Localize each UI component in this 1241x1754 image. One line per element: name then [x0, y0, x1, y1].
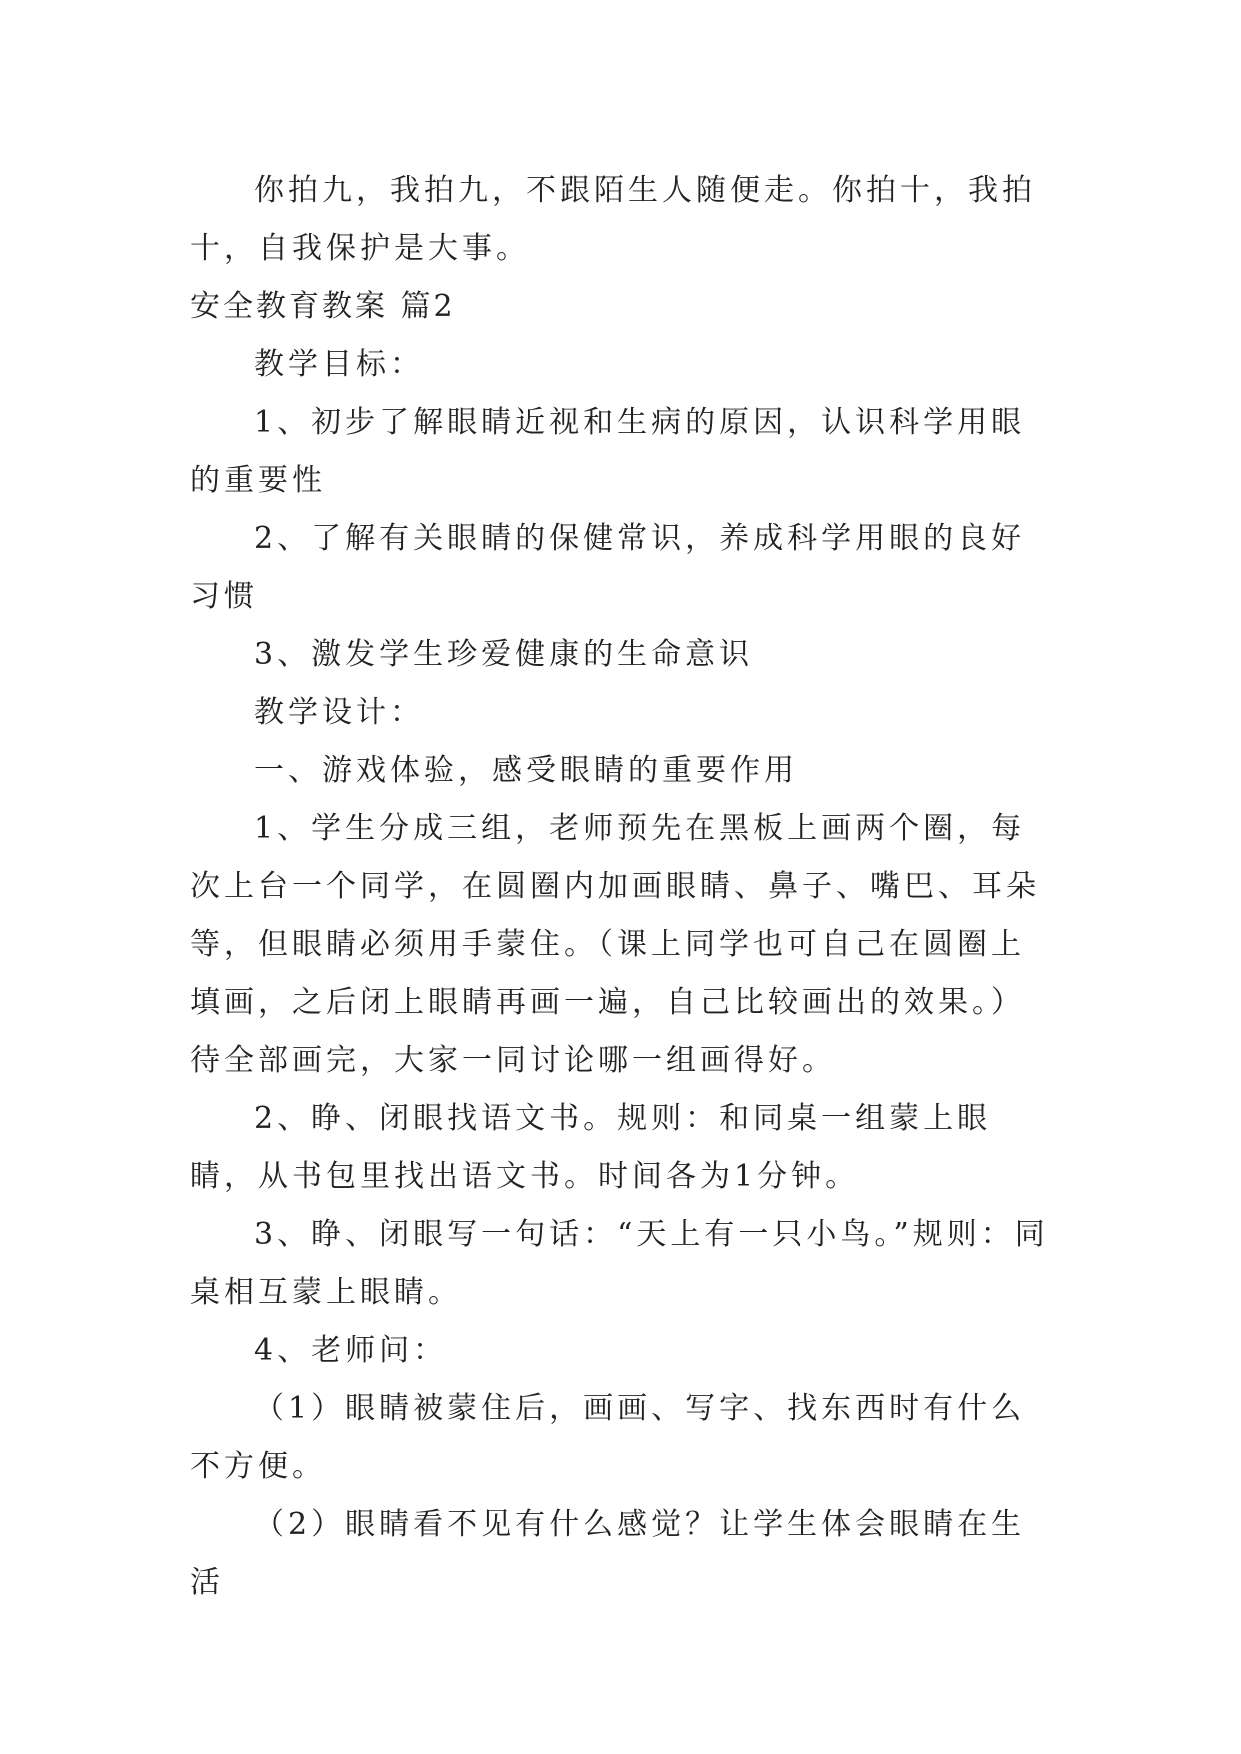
- goal-item-1: 1、初步了解眼睛近视和生病的原因，认识科学用眼的重要性: [190, 405, 1026, 498]
- activity-step-3: 3、睁、闭眼写一句话：“天上有一只小鸟。”规则：同桌相互蒙上眼睛。: [190, 1217, 1049, 1310]
- activity-step-4: 4、老师问：: [254, 1333, 448, 1368]
- teaching-goals-heading: 教学目标：: [254, 347, 424, 382]
- question-2: （2）眼睛看不见有什么感觉？让学生体会眼睛在生活: [190, 1507, 1026, 1600]
- goal-item-3: 3、激发学生珍爱健康的生命意识: [254, 637, 754, 672]
- question-1: （1）眼睛被蒙住后，画画、写字、找东西时有什么不方便。: [190, 1391, 1026, 1484]
- document-body: [190, 162, 1050, 1612]
- paragraph-rhyme: 你拍九，我拍九，不跟陌生人随便走。你拍十，我拍十，自我保护是大事。: [190, 173, 1036, 266]
- goal-item-2: 2、了解有关眼睛的保健常识，养成科学用眼的良好习惯: [190, 521, 1026, 614]
- section-title: 安全教育教案 篇2: [190, 289, 456, 324]
- teaching-design-heading: 教学设计：: [254, 695, 424, 730]
- activity-step-2: 2、睁、闭眼找语文书。规则：和同桌一组蒙上眼睛，从书包里找出语文书。时间各为1分钟。: [190, 1101, 992, 1194]
- activity-step-1: 1、学生分成三组，老师预先在黑板上画两个圈，每次上台一个同学，在圆圈内加画眼睛、鼻子、嘴巴、耳朵等，但眼睛必须用手蒙住。（课上同学也可自己在圆圈上填画，之后闭上眼睛再画一遍，自己比较画出的效果。）待全部画完，大家一同讨论哪一组画得好。: [190, 811, 1040, 1078]
- activity-heading: 一、游戏体验，感受眼睛的重要作用: [254, 753, 798, 788]
